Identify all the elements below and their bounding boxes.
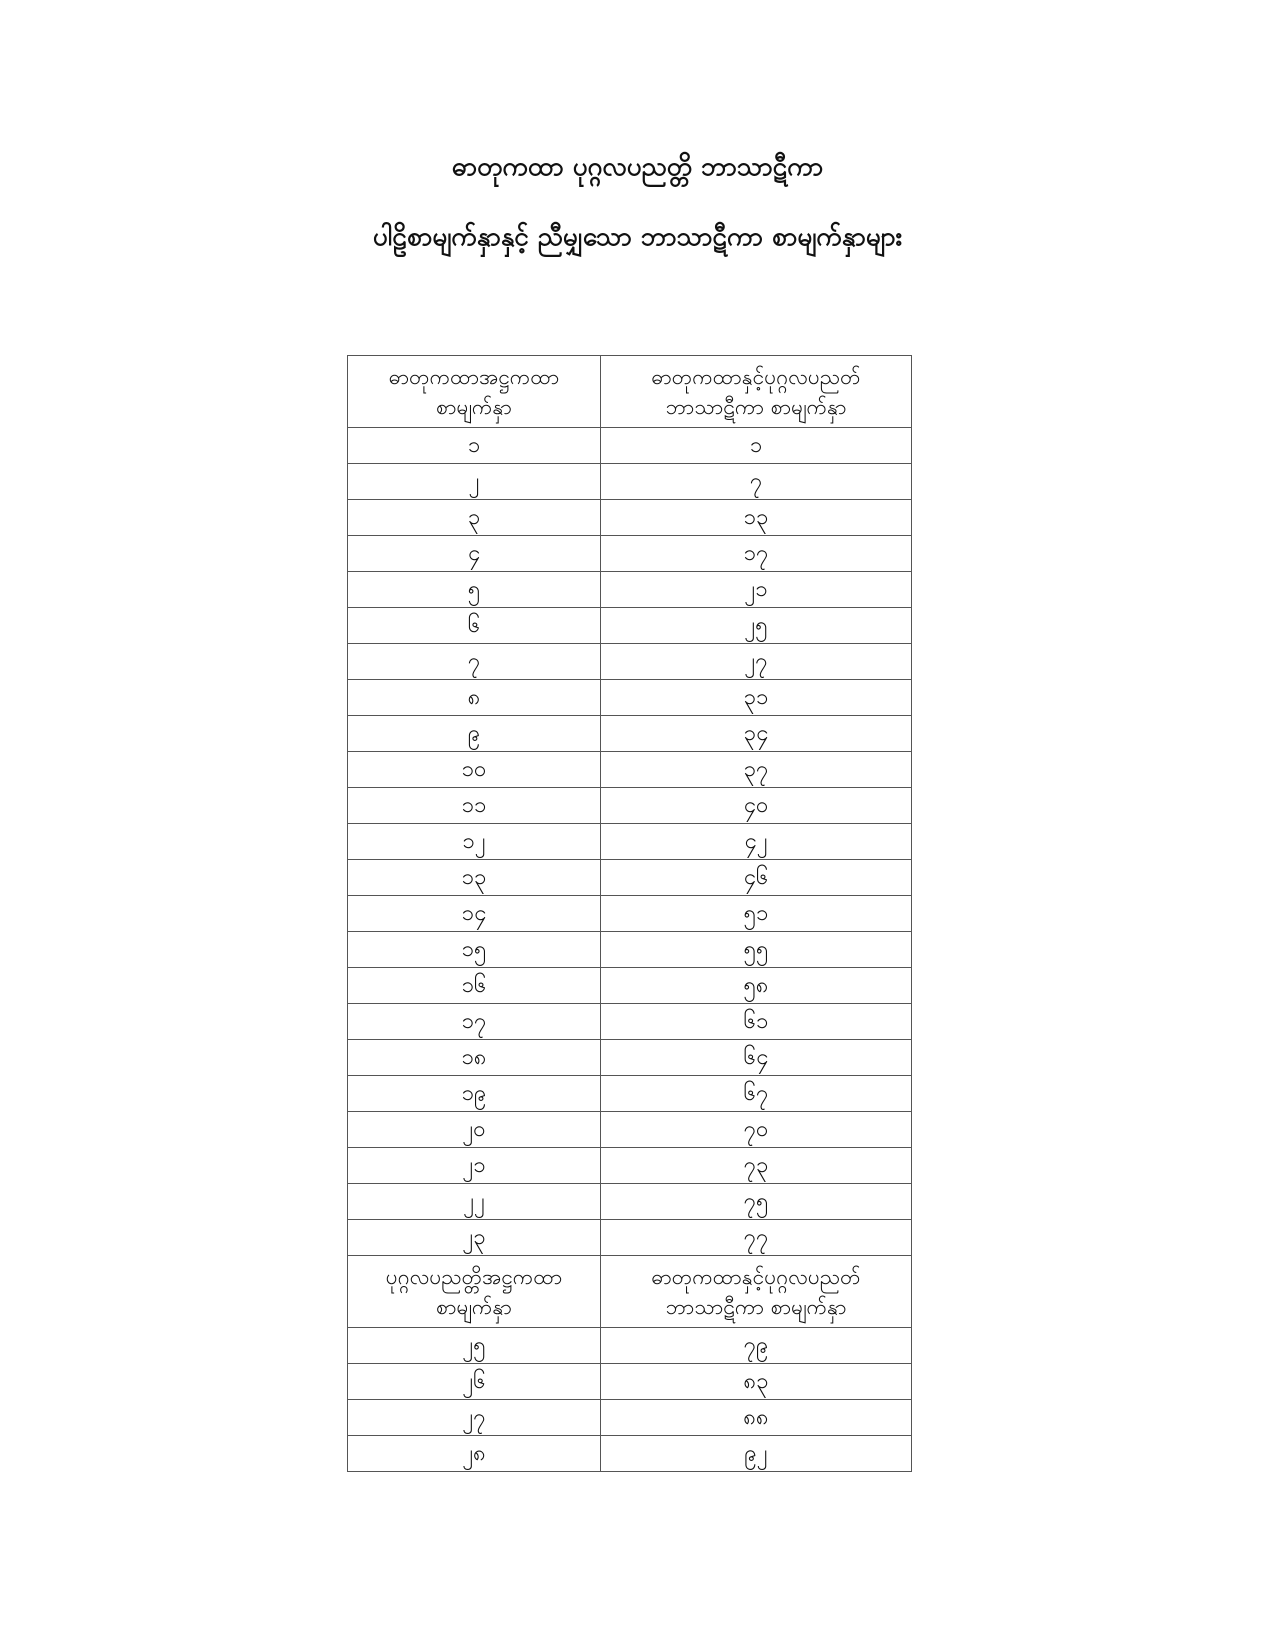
translation-page-number: ၇၇: [601, 1220, 912, 1256]
commentary-page-number: ၁: [348, 428, 601, 464]
table-row: [348, 1220, 912, 1256]
commentary-page-number: ၅: [348, 572, 601, 608]
table-row: [348, 1112, 912, 1148]
header-line: ဓာတုကထာနှင့်ပုဂ္ဂလပညတ်: [651, 1264, 861, 1289]
table-row: [348, 464, 912, 500]
translation-page-number: ၇: [601, 464, 912, 500]
translation-page-number: ၁: [601, 428, 912, 464]
commentary-page-number: ၁၈: [348, 1040, 601, 1076]
translation-page-number: ၂၁: [601, 572, 912, 608]
table-row: [348, 1148, 912, 1184]
translation-page-number: ၄၂: [601, 824, 912, 860]
commentary-page-number: ၁၇: [348, 1004, 601, 1040]
translation-page-number: ၆၇: [601, 1076, 912, 1112]
translation-page-header: [601, 1256, 912, 1328]
commentary-page-number: ၂၆: [348, 1364, 601, 1400]
header-line: ဓာတုကထာနှင့်ပုဂ္ဂလပညတ်: [651, 364, 861, 389]
table-row: [348, 752, 912, 788]
header-line: ဘာသာဋီကာ စာမျက်နှာ: [665, 1294, 847, 1319]
commentary-page-number: ၆: [348, 608, 601, 644]
table-row: [348, 1184, 912, 1220]
translation-page-number: ၅၁: [601, 896, 912, 932]
commentary-page-number: ၂၇: [348, 1400, 601, 1436]
commentary-page-number: ၁၃: [348, 860, 601, 896]
commentary-page-number: ၁၆: [348, 968, 601, 1004]
translation-page-number: ၇၀: [601, 1112, 912, 1148]
table-row: [348, 1004, 912, 1040]
commentary-page-number: ၁၅: [348, 932, 601, 968]
page-title: ဓာတုကထာ ပုဂ္ဂလပညတ္တိ ဘာသာဋီကာ: [451, 152, 824, 182]
commentary-page-header: [348, 1256, 601, 1328]
table-row: [348, 1364, 912, 1400]
header-line: စာမျက်နှာ: [436, 394, 512, 419]
translation-page-number: ၇၉: [601, 1328, 912, 1364]
translation-page-number: ၆၄: [601, 1040, 912, 1076]
table-row: [348, 680, 912, 716]
table-row: [348, 896, 912, 932]
translation-page-number: ၇၅: [601, 1184, 912, 1220]
table-row: [348, 1436, 912, 1472]
commentary-page-number: ၂၅: [348, 1328, 601, 1364]
translation-page-number: ၂၇: [601, 644, 912, 680]
header-line: ပုဂ္ဂလပညတ္တိအဋ္ဌကထာ: [385, 1264, 563, 1289]
table-row: [348, 1328, 912, 1364]
translation-page-number: ၅၈: [601, 968, 912, 1004]
translation-page-number: ၁၇: [601, 536, 912, 572]
table-row: [348, 1400, 912, 1436]
translation-page-number: ၅၅: [601, 932, 912, 968]
header-line: ဓာတုကထာအဋ္ဌကထာ: [388, 364, 560, 389]
table-row: [348, 644, 912, 680]
table-header-row: [348, 356, 912, 428]
commentary-page-number: ၇: [348, 644, 601, 680]
translation-page-number: ၄၀: [601, 788, 912, 824]
page-mapping-table: [347, 355, 912, 1472]
table-row: [348, 536, 912, 572]
commentary-page-number: ၂၂: [348, 1184, 601, 1220]
commentary-page-number: ၂၁: [348, 1148, 601, 1184]
translation-page-number: ၃၄: [601, 716, 912, 752]
table-row: [348, 860, 912, 896]
table-row: [348, 932, 912, 968]
translation-page-number: ၃၁: [601, 680, 912, 716]
translation-page-number: ၉၂: [601, 1436, 912, 1472]
translation-page-number: ၃၇: [601, 752, 912, 788]
translation-page-number: ၁၃: [601, 500, 912, 536]
header-line: စာမျက်နှာ: [436, 1294, 512, 1319]
translation-page-number: ၄၆: [601, 860, 912, 896]
table-row: [348, 500, 912, 536]
commentary-page-number: ၉: [348, 716, 601, 752]
table-row: [348, 1076, 912, 1112]
table-row: [348, 608, 912, 644]
translation-page-header: [601, 356, 912, 428]
commentary-page-number: ၈: [348, 680, 601, 716]
commentary-page-header: [348, 356, 601, 428]
commentary-page-number: ၁၉: [348, 1076, 601, 1112]
table-row: [348, 968, 912, 1004]
table-row: [348, 1040, 912, 1076]
table-row: [348, 716, 912, 752]
commentary-page-number: ၁၀: [348, 752, 601, 788]
translation-page-number: ၈၃: [601, 1364, 912, 1400]
commentary-page-number: ၁၄: [348, 896, 601, 932]
header-line: ဘာသာဋီကာ စာမျက်နှာ: [665, 394, 847, 419]
translation-page-number: ၈၈: [601, 1400, 912, 1436]
commentary-page-number: ၁၁: [348, 788, 601, 824]
translation-page-number: ၆၁: [601, 1004, 912, 1040]
commentary-page-number: ၃: [348, 500, 601, 536]
commentary-page-number: ၂၀: [348, 1112, 601, 1148]
commentary-page-number: ၄: [348, 536, 601, 572]
table-row: [348, 788, 912, 824]
commentary-page-number: ၁၂: [348, 824, 601, 860]
table-row: [348, 824, 912, 860]
table-row: [348, 572, 912, 608]
page-subtitle: ပါဠိစာမျက်နှာနှင့် ညီမျှသော ဘာသာဋီကာ စာမျက်နှာများ: [372, 222, 903, 252]
commentary-page-number: ၂၈: [348, 1436, 601, 1472]
translation-page-number: ၂၅: [601, 608, 912, 644]
commentary-page-number: ၂: [348, 464, 601, 500]
table-row: [348, 428, 912, 464]
commentary-page-number: ၂၃: [348, 1220, 601, 1256]
table-header-row: [348, 1256, 912, 1328]
translation-page-number: ၇၃: [601, 1148, 912, 1184]
